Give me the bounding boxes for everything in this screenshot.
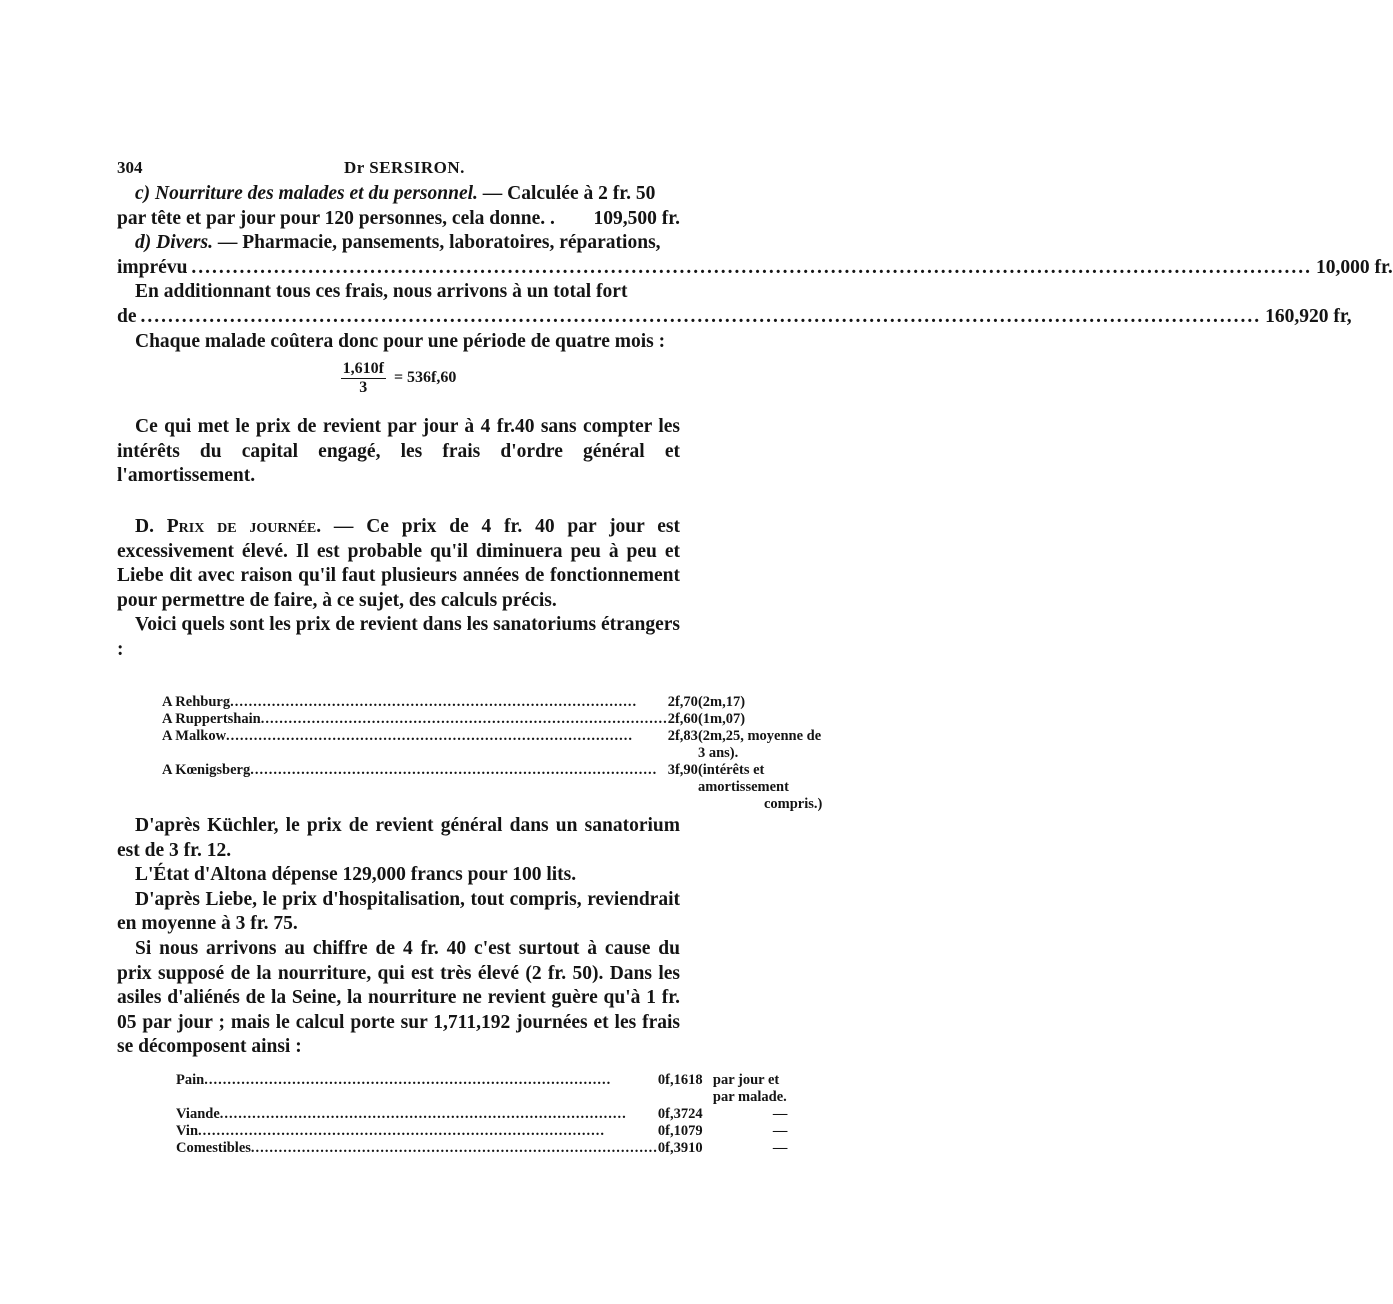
table-row — [162, 728, 822, 762]
food-item-note: par jour et par malade. — [712, 1072, 787, 1105]
table-row — [176, 1072, 800, 1106]
sanatorium-note-continued: compris.) — [763, 796, 823, 812]
food-item-cost: 0f,1618 — [657, 1072, 703, 1088]
item-d-text: — Pharmacie, pansements, laboratoires, réparations, — [217, 232, 661, 254]
paragraph-kuchler: D'après Küchler, le prix de revient général dans un sanatorium est de 3 fr. 12. — [117, 815, 680, 861]
food-item-name: Viande — [176, 1106, 220, 1122]
table-row — [162, 711, 822, 728]
item-c-total-line — [117, 207, 680, 232]
sanatorium-price-table — [162, 694, 822, 813]
paragraph-price-note: Ce qui met le prix de revient par jour à 4 fr.40 sans compter les intérêts du capital engagé, les frais d'ordre général et l'amortissement. — [117, 416, 680, 487]
fraction-numerator: 1,610f — [342, 360, 384, 378]
item-d-label: d) Divers. — [135, 232, 213, 254]
food-item-name: Vin — [176, 1123, 199, 1139]
table-row — [176, 1123, 800, 1140]
leader-dots — [261, 711, 668, 728]
food-item-name: Pain — [176, 1072, 205, 1088]
sanatorium-note: (intérêts et amortissement — [697, 762, 789, 795]
leader-dots — [198, 1123, 658, 1140]
sanatorium-name: A Malkow — [162, 728, 227, 744]
paragraph-foreign-intro: Voici quels sont les prix de revient dans les sanatoriums étrangers : — [117, 614, 680, 660]
sanatorium-name: A Ruppertshain — [162, 711, 261, 727]
item-c-text: — Calculée à 2 fr. 50 — [482, 183, 656, 204]
page-header — [117, 158, 679, 182]
sanatorium-note: (1m,07) — [697, 711, 746, 727]
paragraph-liebe: D'après Liebe, le prix d'hospitalisation, tout compris, reviendrait en moyenne à 3 fr. 75. — [117, 888, 680, 935]
sanatorium-name: A Rehburg — [162, 694, 231, 710]
page-number: 304 — [117, 158, 143, 177]
formula-result: = 536f,60 — [393, 369, 457, 387]
text-block-middle — [117, 814, 680, 1060]
table-row — [176, 1106, 800, 1123]
leader-dots — [204, 1072, 658, 1089]
paragraph-total: En additionnant tous ces frais, nous arrivons à un total fort — [135, 281, 628, 303]
paragraph-altona: L'État d'Altona dépense 129,000 francs pour 100 lits. — [135, 864, 577, 886]
fraction — [341, 360, 386, 397]
total-line-label: de — [117, 305, 137, 327]
item-c-line2: par tête et par jour pour 120 personnes, cela donne. . — [117, 207, 555, 229]
leader-dots — [226, 728, 668, 745]
leader-dots — [230, 694, 668, 711]
item-d-total-line — [117, 256, 1393, 281]
total-line — [117, 305, 1352, 330]
table-row — [162, 694, 822, 711]
leader-dots — [141, 305, 1262, 330]
sanatorium-price: 2f,70 — [667, 694, 698, 710]
leader-dots — [251, 1140, 658, 1157]
sanatorium-price: 2f,83 — [667, 728, 698, 744]
item-d-line2: imprévu — [117, 256, 188, 278]
food-item-name: Comestibles — [176, 1140, 251, 1156]
text-block-top — [117, 182, 1393, 663]
sanatorium-name: A Kœnigsberg — [162, 762, 251, 778]
item-c-value: 109,500 fr. — [593, 207, 680, 229]
table-row — [162, 762, 822, 796]
item-c-label: c) Nourriture des malades et du personnel. — [135, 183, 478, 204]
paragraph-section-d — [117, 515, 680, 613]
leader-dots — [220, 1106, 658, 1123]
table-row — [176, 1140, 800, 1157]
running-head: Dr SERSIRON. — [344, 158, 465, 177]
table-row — [162, 796, 822, 813]
sanatorium-price: 3f,90 — [667, 762, 698, 778]
paragraph-per-patient: Chaque malade coûtera donc pour une période de quatre mois : — [135, 330, 666, 352]
sanatorium-price: 2f,60 — [667, 711, 698, 727]
section-d-text: — Ce prix de 4 fr. 40 par jour est excessivement élevé. Il est probable qu'il diminuera peu à peu et Liebe dit avec raison qu'il faut plusieurs années de fonctionnement pour permettre de faire, à ce sujet, des calculs précis. — [117, 515, 680, 611]
food-item-note: — — [772, 1140, 788, 1156]
fraction-denominator: 3 — [359, 379, 368, 397]
sanatorium-note: (2m,17) — [697, 694, 746, 710]
food-item-cost: 0f,3724 — [657, 1106, 703, 1122]
leader-dots — [191, 256, 1312, 281]
paragraph-c — [117, 182, 680, 207]
food-item-note: — — [772, 1106, 788, 1122]
paragraph-chiffre: Si nous arrivons au chiffre de 4 fr. 40 c'est surtout à cause du prix supposé de la nourriture, qui est très élevé (2 fr. 50). Dans les asiles d'aliénés de la Seine, la nourriture ne revient guère qu'à 1 fr. 05 par jour ; mais le calcul porte sur 1,711,192 journées et les frais se décomposent ainsi : — [117, 937, 680, 1058]
food-cost-table — [176, 1072, 800, 1157]
food-item-cost: 0f,1079 — [657, 1123, 703, 1139]
section-d-heading: D. Prix de journée. — [135, 515, 322, 537]
total-value: 160,920 fr, — [1265, 305, 1352, 327]
food-item-cost: 0f,3910 — [657, 1140, 703, 1156]
paragraph-d — [117, 231, 680, 256]
food-item-note: — — [772, 1123, 788, 1139]
leader-dots — [250, 762, 668, 779]
item-d-value: 10,000 fr. — [1316, 256, 1393, 278]
formula — [117, 360, 680, 397]
sanatorium-note: (2m,25, moyenne de 3 ans). — [697, 728, 822, 761]
